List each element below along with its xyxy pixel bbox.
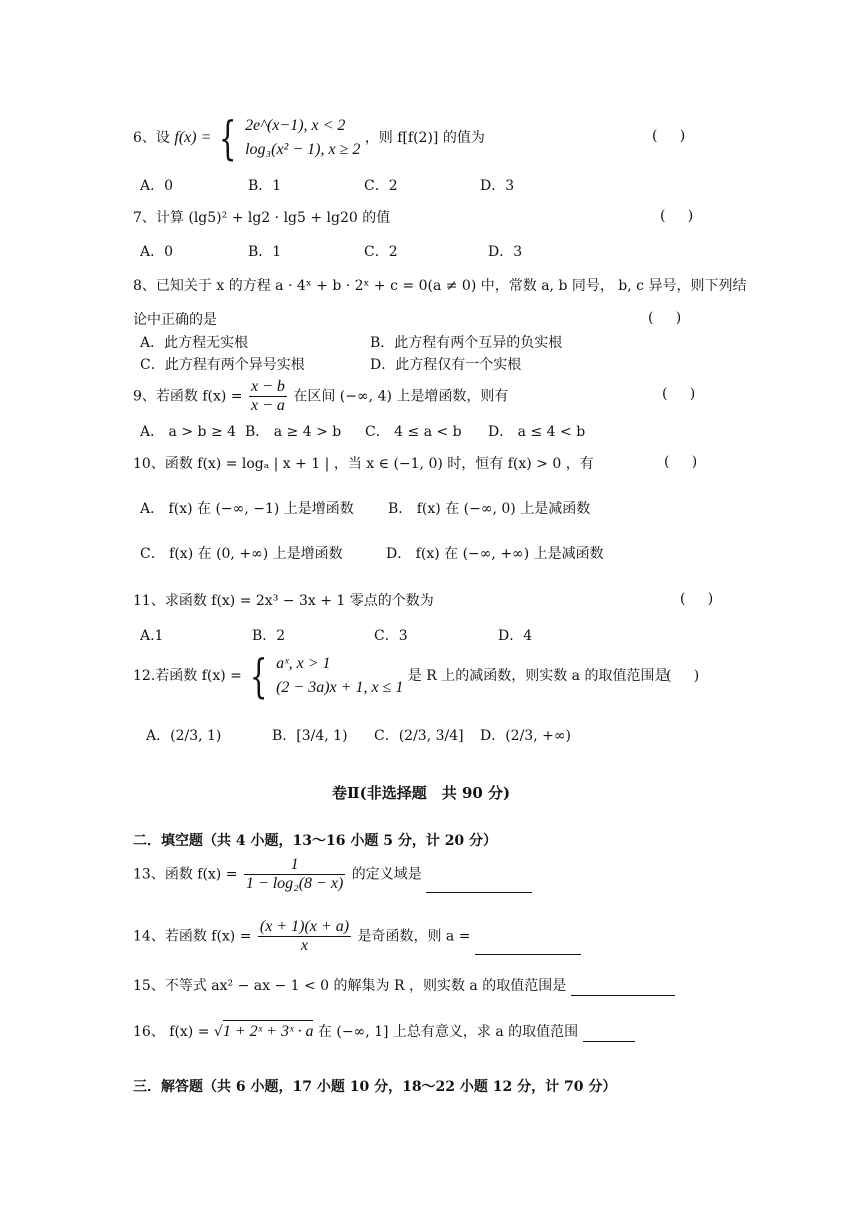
part-2-title: 二．填空题（共 4 小题，13～16 小题 5 分，计 20 分） — [133, 833, 498, 849]
q6-case-1: 2e^(x−1), x < 2 — [245, 117, 346, 134]
q14-denominator: x — [300, 937, 309, 954]
q6-option-b[interactable]: B．1 — [248, 178, 282, 194]
q7-answer-paren[interactable]: ( ) — [660, 208, 694, 224]
q6-case-2: log₃(x² − 1), x ≥ 2 — [245, 141, 361, 158]
question-9 — [133, 378, 508, 415]
question-8-line-2: 论中正确的是 — [133, 312, 217, 328]
q9-answer-paren[interactable]: ( ) — [662, 386, 696, 402]
q11-option-a[interactable]: A.1 — [140, 628, 164, 644]
q13-suffix: 的定义域是 — [351, 866, 422, 883]
question-8-line-1: 8、已知关于 x 的方程 a · 4ˣ + b · 2ˣ + c = 0(a ≠ 0) 中，常数 a, b 同号， b, c 异号，则下列结 — [133, 278, 747, 294]
q8-option-a[interactable]: A．此方程无实根 — [140, 335, 249, 351]
q13-denominator: 1 − log₂(8 − x) — [245, 875, 344, 892]
q12-answer-paren[interactable]: ( ) — [666, 668, 700, 684]
q14-numerator: (x + 1)(x + a) — [259, 918, 350, 935]
part-3-title: 三．解答题（共 6 小题，17 小题 10 分，18～22 小题 12 分，计 70 分） — [133, 1079, 617, 1095]
q12-option-a[interactable]: A．(2/3, 1) — [146, 728, 222, 744]
q16-suffix: 在 (−∞, 1] 上总有意义，求 a 的取值范围 — [317, 1024, 579, 1040]
q14-fraction — [258, 918, 351, 955]
question-15 — [133, 976, 675, 996]
q12-option-c[interactable]: C．(2/3, 3/4] — [374, 728, 464, 744]
q6-option-d[interactable]: D．3 — [480, 178, 515, 194]
q9-option-c[interactable]: C． 4 ≤ a < b — [365, 424, 462, 440]
q15-answer-blank[interactable] — [571, 979, 675, 996]
q6-option-a[interactable]: A．0 — [140, 178, 174, 194]
q10-option-b[interactable]: B． f(x) 在 (−∞, 0) 上是减函数 — [388, 501, 591, 517]
q6-answer-paren[interactable]: ( ) — [652, 128, 686, 144]
q16-prefix: 16、 f(x) = — [133, 1024, 210, 1040]
q11-option-c[interactable]: C．3 — [374, 628, 408, 644]
q7-option-c[interactable]: C．2 — [364, 244, 398, 260]
q15-text: 15、不等式 ax² − ax − 1 < 0 的解集为 R ，则实数 a 的取值范围是 — [133, 978, 567, 994]
q10-answer-paren[interactable]: ( ) — [664, 454, 698, 470]
q8-answer-paren[interactable]: ( ) — [648, 310, 682, 326]
q9-option-a[interactable]: A． a > b ≥ 4 — [140, 424, 237, 440]
q12-prefix: 12.若函数 f(x) = — [133, 668, 242, 684]
question-7: 7、计算 (lg5)² + lg2 · lg5 + lg20 的值 — [133, 210, 391, 226]
q7-option-b[interactable]: B．1 — [248, 244, 282, 260]
question-12 — [133, 649, 669, 703]
q10-option-d[interactable]: D． f(x) 在 (−∞, +∞) 上是减函数 — [386, 546, 604, 562]
q12-case-2: (2 − 3a)x + 1, x ≤ 1 — [276, 679, 404, 696]
q6-option-c[interactable]: C．2 — [364, 178, 398, 194]
q13-answer-blank[interactable] — [426, 876, 532, 893]
question-10: 10、函数 f(x) = logₐ | x + 1 | ，当 x ∈ (−1, 0) 时，恒有 f(x) > 0 ，有 — [133, 456, 594, 472]
question-6 — [133, 111, 485, 165]
section-2-title: 卷Ⅱ(非选择题 共 90 分) — [332, 784, 511, 802]
question-14 — [133, 918, 581, 955]
question-11: 11、求函数 f(x) = 2x³ − 3x + 1 零点的个数为 — [133, 593, 434, 609]
q14-answer-blank[interactable] — [475, 938, 581, 955]
q6-function: f(x) = — [174, 129, 216, 146]
q6-tail: ，则 f[f(2)] 的值为 — [364, 130, 485, 146]
q9-denominator: x − a — [251, 397, 285, 414]
q12-case-1: aˣ, x > 1 — [276, 655, 331, 672]
q7-option-d[interactable]: D．3 — [488, 244, 523, 260]
q16-answer-blank[interactable] — [583, 1025, 635, 1042]
q13-fraction — [244, 856, 345, 893]
q6-cases — [245, 114, 360, 162]
q7-option-a[interactable]: A．0 — [140, 244, 174, 260]
q14-prefix: 14、若函数 f(x) = — [133, 928, 252, 945]
q8-option-c[interactable]: C．此方程有两个异号实根 — [140, 357, 305, 373]
q13-numerator: 1 — [244, 856, 345, 875]
q9-option-b[interactable]: B． a ≥ 4 > b — [245, 424, 342, 440]
q9-prefix: 9、若函数 f(x) = — [133, 388, 243, 405]
q6-number: 6、设 — [133, 130, 170, 146]
q13-prefix: 13、函数 f(x) = — [133, 866, 238, 883]
question-13 — [133, 856, 532, 893]
q10-option-a[interactable]: A． f(x) 在 (−∞, −1) 上是增函数 — [140, 501, 354, 517]
sqrt-icon: √ — [213, 1024, 223, 1040]
q12-cases — [276, 652, 403, 700]
q12-option-b[interactable]: B．[3/4, 1) — [272, 728, 348, 744]
q6-brace: { — [219, 111, 237, 165]
q12-option-d[interactable]: D．(2/3, +∞) — [480, 728, 571, 744]
q11-option-b[interactable]: B．2 — [252, 628, 286, 644]
q11-option-d[interactable]: D．4 — [498, 628, 533, 644]
q9-suffix: 在区间 (−∞, 4) 上是增函数，则有 — [293, 388, 509, 405]
q16-radicand: 1 + 2ˣ + 3ˣ · a — [223, 1020, 314, 1042]
q14-suffix: 是奇函数，则 a = — [357, 928, 471, 945]
q8-option-b[interactable]: B．此方程有两个互异的负实根 — [370, 335, 563, 351]
question-16 — [133, 1020, 635, 1042]
q10-option-c[interactable]: C． f(x) 在 (0, +∞) 上是增函数 — [140, 546, 343, 562]
q12-brace: { — [250, 649, 268, 703]
q11-answer-paren[interactable]: ( ) — [680, 591, 714, 607]
q8-option-d[interactable]: D．此方程仅有一个实根 — [370, 357, 522, 373]
q12-suffix: 是 R 上的减函数，则实数 a 的取值范围是 — [407, 668, 669, 684]
q9-option-d[interactable]: D． a ≤ 4 < b — [488, 424, 586, 440]
q9-numerator: x − b — [251, 378, 285, 395]
q9-fraction — [249, 378, 287, 415]
